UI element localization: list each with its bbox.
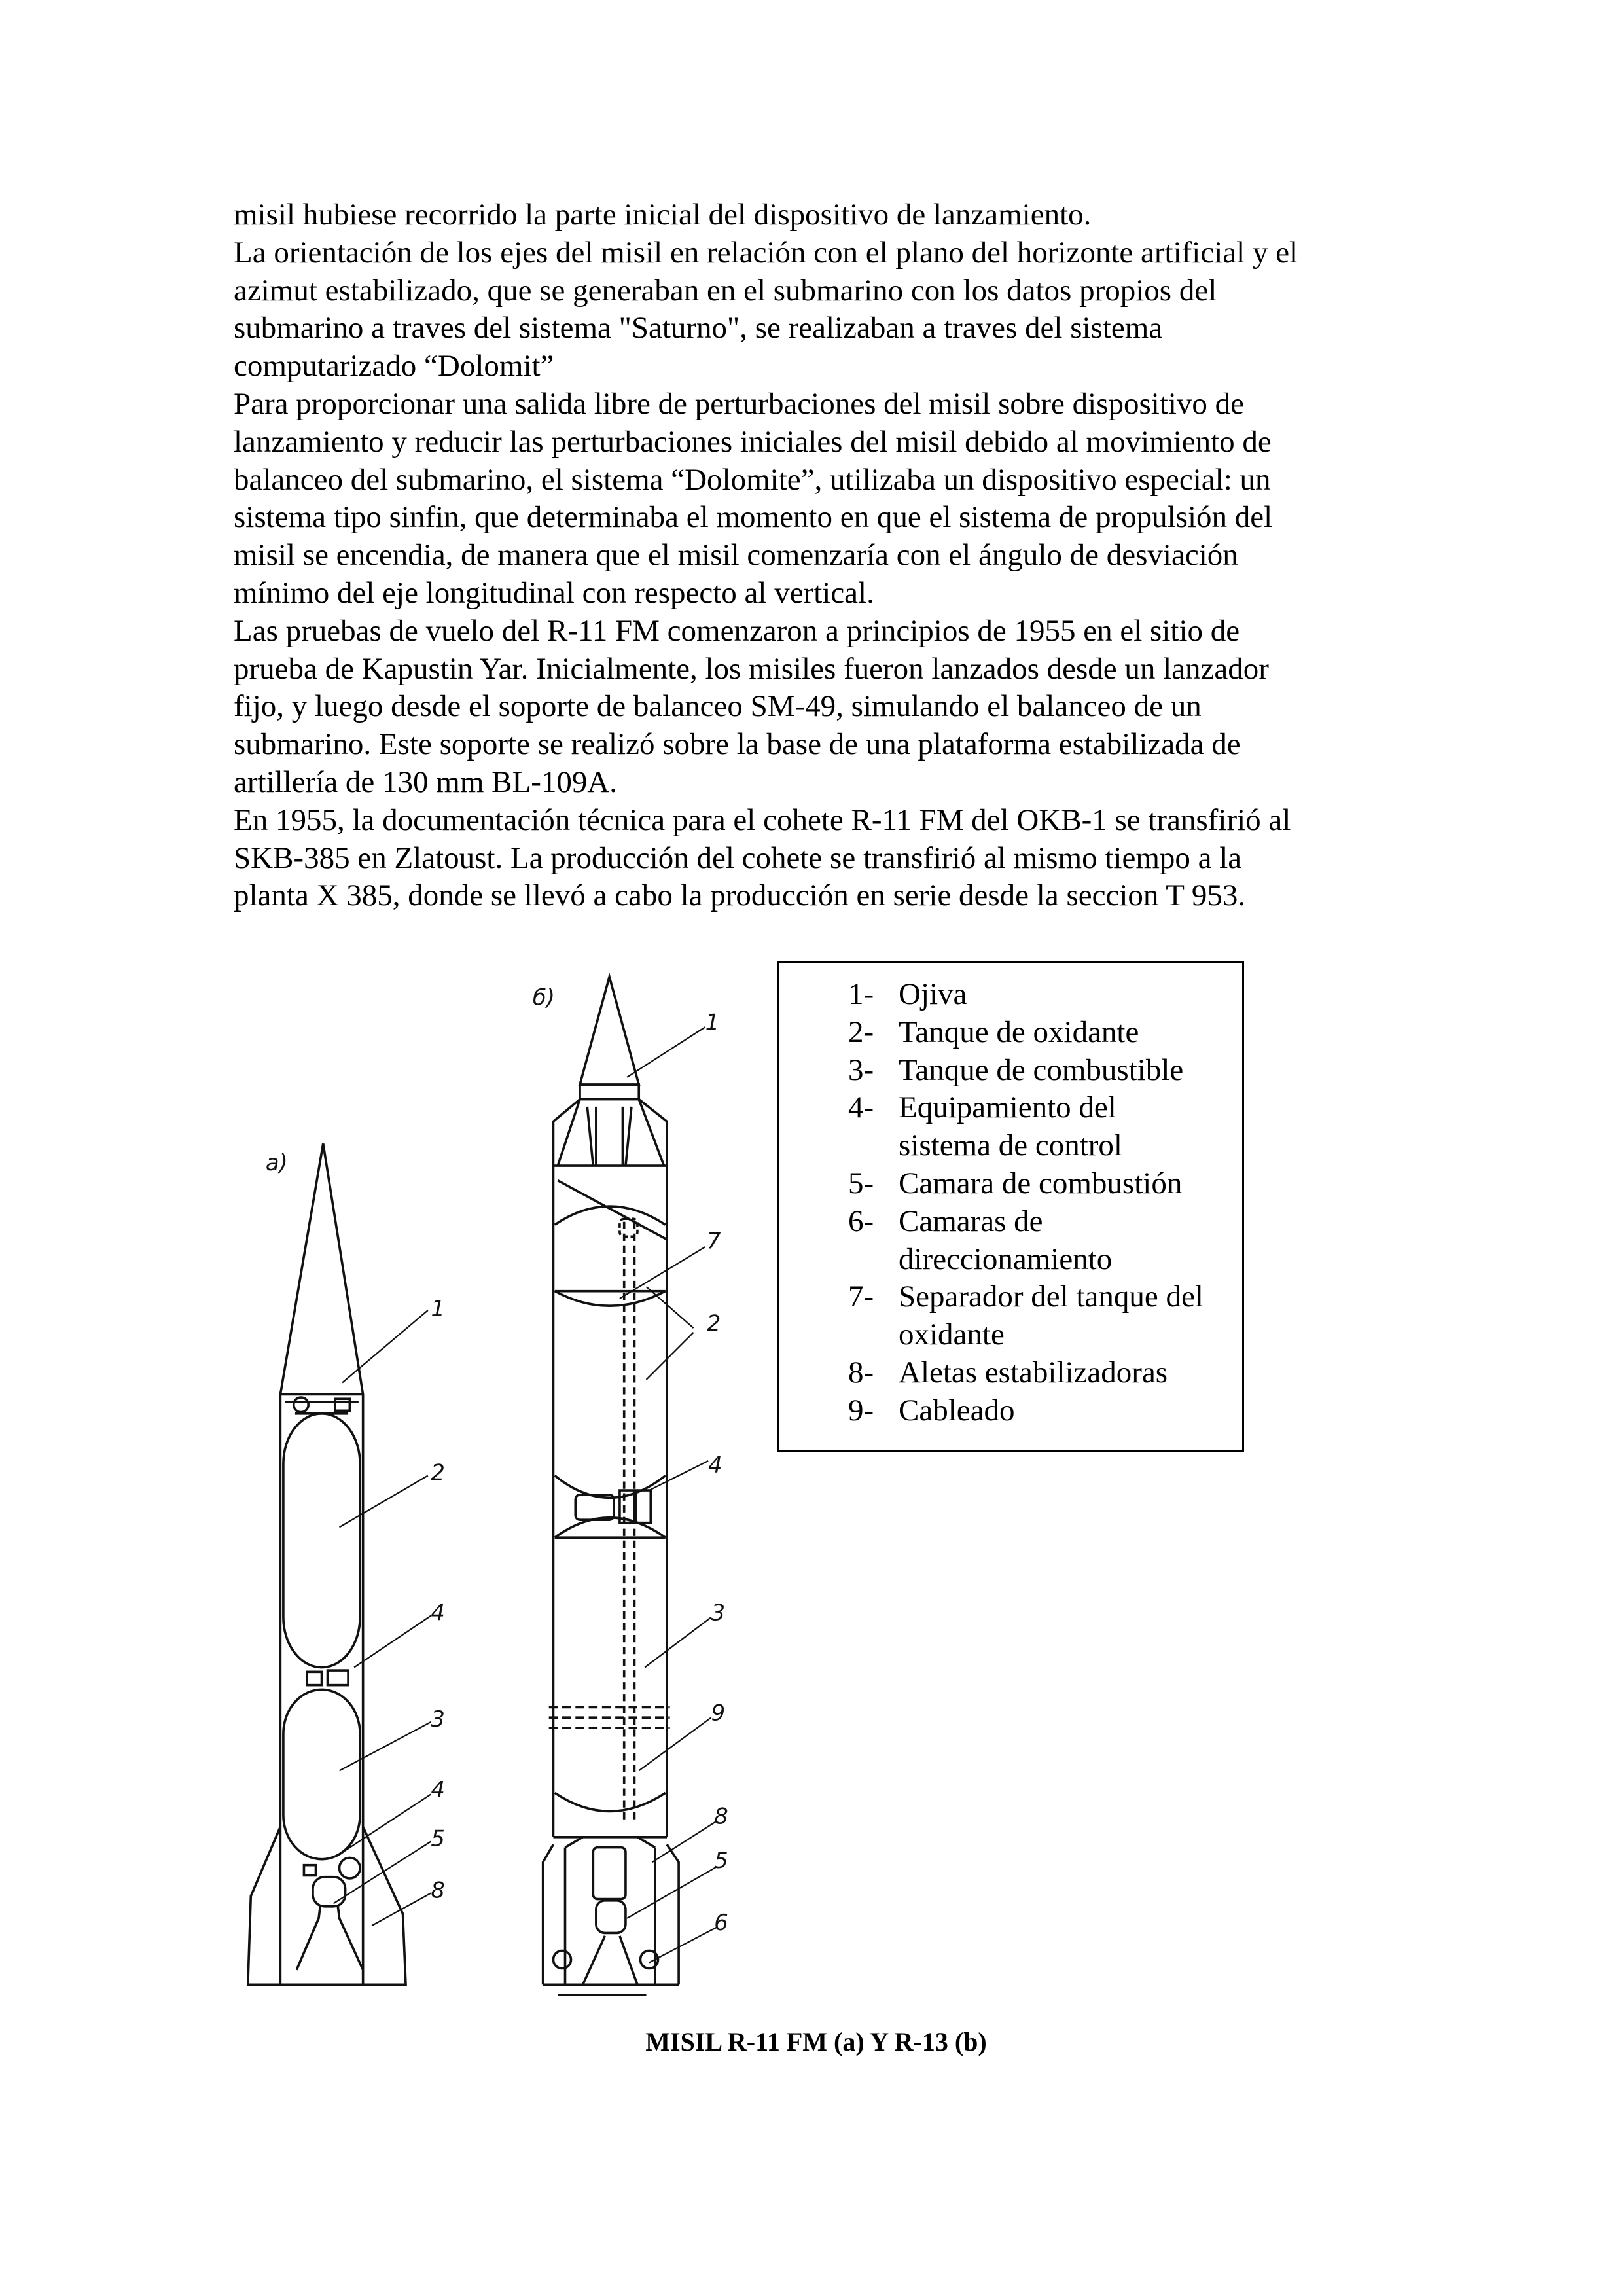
text-line: mínimo del eje longitudinal con respecto al vertical.: [234, 575, 874, 610]
callout-b-1: 1: [705, 1009, 720, 1035]
legend-item: [848, 1278, 1239, 1354]
parts-legend: [777, 961, 1244, 1452]
legend-number: 9-: [848, 1393, 874, 1427]
callout-a-2: 2: [431, 1460, 445, 1486]
legend-label: Equipamiento del sistema de control: [899, 1090, 1122, 1163]
label-b: б): [532, 984, 555, 1011]
text-line: misil hubiese recorrido la parte inicial del dispositivo de lanzamiento.: [234, 198, 1092, 232]
callout-b-3: 3: [711, 1600, 726, 1626]
legend-label: Aletas estabilizadoras: [899, 1355, 1168, 1390]
legend-label: Tanque de combustible: [899, 1052, 1184, 1087]
text-line: balanceo del submarino, el sistema “Dolomite”, utilizaba un dispositivo especial: un: [234, 462, 1271, 497]
legend-item: [848, 1089, 1239, 1165]
legend-item: [848, 1014, 1239, 1052]
callout-b-7: 7: [706, 1228, 721, 1254]
text-line: SKB-385 en Zlatoust. La producción del cohete se transfirió al mismo tiempo a la: [234, 840, 1242, 875]
text-line: artillería de 130 mm BL-109A.: [234, 764, 618, 799]
legend-label: Camaras de direccionamiento: [899, 1204, 1113, 1276]
legend-number: 4-: [848, 1090, 874, 1125]
legend-number: 5-: [848, 1166, 874, 1200]
label-a: a): [265, 1149, 288, 1175]
text-line: prueba de Kapustin Yar. Inicialmente, los misiles fueron lanzados desde un lanzador: [234, 651, 1269, 686]
legend-item: [848, 1203, 1239, 1279]
figure-caption: MISIL R-11 FM (a) Y R-13 (b): [645, 2027, 987, 2056]
legend-number: 8-: [848, 1355, 874, 1390]
rocket-r11fm-drawing: [248, 1143, 431, 1984]
legend-number: 7-: [848, 1280, 874, 1314]
callout-a-1: 1: [431, 1296, 445, 1322]
callout-a-8: 8: [431, 1877, 445, 1903]
legend-label: Cableado: [899, 1393, 1015, 1427]
text-line: azimut estabilizado, que se generaban en el submarino con los datos propios del: [234, 273, 1217, 308]
legend-label: Tanque de oxidante: [899, 1014, 1139, 1049]
legend-item: [848, 1392, 1239, 1430]
callout-b-6: 6: [714, 1909, 728, 1935]
legend-number: 3-: [848, 1052, 874, 1087]
callout-b-4: 4: [708, 1452, 722, 1478]
legend-label: Camara de combustión: [899, 1166, 1183, 1200]
callout-b-9: 9: [711, 1700, 726, 1726]
legend-item: [848, 976, 1239, 1014]
text-line: misil se encendia, de manera que el misil comenzaría con el ángulo de desviación: [234, 538, 1238, 573]
callout-a-3: 3: [431, 1706, 445, 1732]
legend-number: 1-: [848, 977, 874, 1011]
callout-b-5: 5: [714, 1848, 728, 1874]
callout-a-4b: 4: [431, 1776, 445, 1803]
text-line: submarino a traves del sistema "Saturno", se realizaban a traves del sistema: [234, 311, 1163, 346]
text-line: En 1955, la documentación técnica para el cohete R-11 FM del OKB-1 se transfirió al: [234, 802, 1291, 837]
text-line: sistema tipo sinfin, que determinaba el momento en que el sistema de propulsión del: [234, 500, 1273, 535]
callout-a-4: 4: [431, 1600, 445, 1626]
text-line: La orientación de los ejes del misil en relación con el plano del horizonte artificial y el: [234, 235, 1298, 270]
text-line: fijo, y luego desde el soporte de balanceo SM-49, simulando el balanceo de un: [234, 689, 1202, 724]
legend-number: 6-: [848, 1204, 874, 1238]
legend-item: [848, 1354, 1239, 1392]
text-line: computarizado “Dolomit”: [234, 349, 554, 384]
legend-item: [848, 1052, 1239, 1090]
callout-b-2: 2: [706, 1310, 721, 1336]
rocket-r13-drawing: [543, 977, 717, 1995]
text-line: Las pruebas de vuelo del R-11 FM comenzaron a principios de 1955 en el sitio de: [234, 613, 1240, 648]
legend-item: [848, 1165, 1239, 1203]
text-line: submarino. Este soporte se realizó sobre la base de una plataforma estabilizada de: [234, 727, 1241, 762]
callout-a-5: 5: [431, 1825, 445, 1852]
legend-label: Ojiva: [899, 977, 967, 1011]
legend-number: 2-: [848, 1014, 874, 1049]
legend-label: Separador del tanque del oxidante: [899, 1280, 1204, 1352]
text-line: planta X 385, donde se llevó a cabo la producción en serie desde la seccion T 953.: [234, 878, 1246, 913]
callout-b-8: 8: [714, 1803, 728, 1829]
text-line: Para proporcionar una salida libre de perturbaciones del misil sobre dispositivo de: [234, 386, 1245, 421]
text-line: lanzamiento y reducir las perturbaciones iniciales del misil debido al movimiento de: [234, 424, 1272, 459]
